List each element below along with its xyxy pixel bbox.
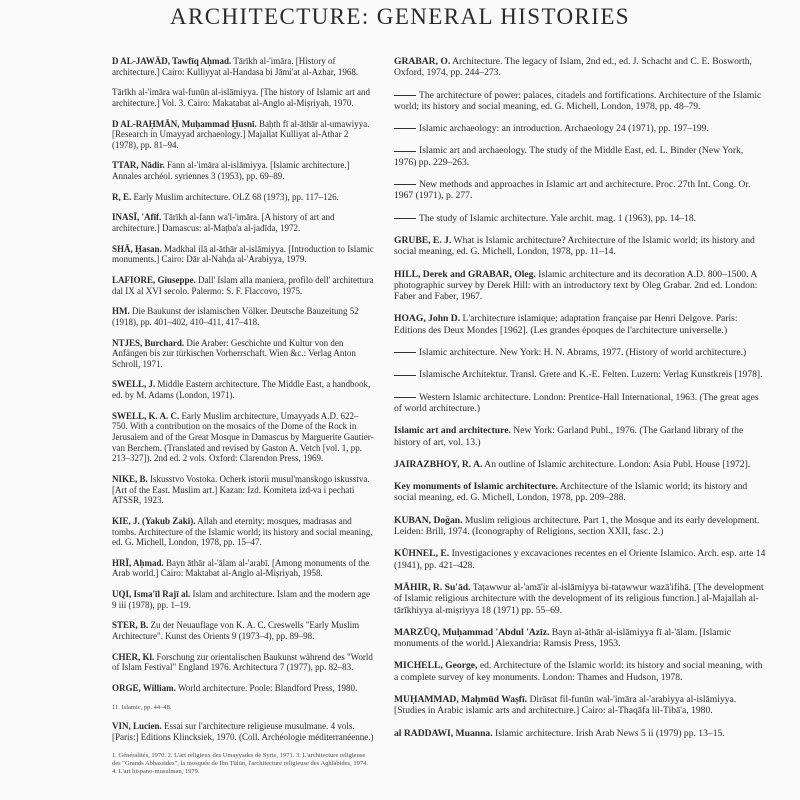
entry-author: D AL-RAḤMĀN, Muḥammad Ḥusnī.: [112, 118, 257, 129]
bibliography-entry: [112, 721, 374, 742]
left-column: [112, 56, 374, 785]
bibliography-entry: [394, 123, 768, 134]
bibliography-entry: [112, 160, 374, 181]
bibliography-entry: [394, 728, 768, 739]
entry-author: VIN, Lucien.: [112, 721, 162, 732]
entry-text: Islamic archaeology: an introduction. Archaeology 24 (1971), pp. 197–199.: [419, 123, 709, 135]
bibliography-entry: [394, 369, 768, 380]
entry-text: Forschung zur orientalischen Baukunst während des "World of Islam Festival" England 1976. Architectura 7 (1977), pp. 82–83.: [112, 651, 373, 673]
entry-text: New York: Garland Publ., 1976. (The Garland library of the history of art, vol. 13.): [394, 425, 744, 448]
bibliography-entry: [112, 558, 374, 579]
bibliography-entry: [394, 145, 768, 168]
entry-text: The study of Islamic architecture. Yale archit. mag. 1 (1963), pp. 14–18.: [419, 212, 697, 224]
entry-text: What is Islamic architecture? Architecture of the Islamic world; its history and social meaning, ed. G. Michell, London, 1978, pp. 11–14.: [394, 234, 755, 258]
entry-text: Architecture of the Islamic world; its history and social meaning, ed. G. Michell, London, 1978, pp. 209–288.: [394, 481, 748, 504]
entry-text: World architecture. Poole: Blandford Press, 1980.: [178, 682, 358, 693]
bibliography-entry: [112, 244, 374, 265]
entry-text: Die Baukunst der islamischen Völker. Deutsche Bauzeitung 52 (1918), pp. 401–402, 410–411, 417–418.: [112, 306, 359, 327]
entry-author: HILL, Derek and GRABAR, Oleg.: [394, 268, 536, 280]
bibliography-entry: [394, 56, 768, 79]
entry-text: Fann al-'imāra al-islāmiyya. [Islamic architecture.] Annales archéol. syriennes 3 (1953), pp. 69–89.: [112, 160, 350, 182]
entry-text: An outline of Islamic architecture. London: Asia Publ. House [1972].: [484, 458, 751, 470]
page-title: ARCHITECTURE: GENERAL HISTORIES: [170, 4, 630, 29]
entry-author: Key monuments of Islamic architecture.: [394, 481, 559, 493]
bibliography-entry: [394, 392, 768, 415]
repeat-author-dash: [394, 95, 416, 96]
repeat-author-dash: [394, 375, 416, 376]
entry-author: HM.: [112, 306, 130, 317]
bibliography-entry: [394, 548, 768, 571]
bibliography-entry: [394, 694, 768, 717]
bibliography-entry: [112, 474, 374, 506]
entry-text: Baḥth fī al-āthār al-umawiyya. [Research in Umayyad archaeology.] Majallat Kulliyat al-Athar 2 (1978), pp. 81–94.: [112, 118, 370, 150]
entry-text: Islam and architecture. Islam and the modern age 9 iii (1978), pp. 1–19.: [112, 589, 370, 610]
bibliography-entry: [112, 212, 374, 233]
entry-text: Essai sur l'architecture religieuse musulmane. 4 vols. [Paris:] Editions Klincksiek, 1970. (Coll. Archéologie méditerranéenne.): [112, 721, 374, 742]
bibliography-entry: [394, 459, 768, 470]
entry-author: INASĪ, 'Afīf.: [112, 212, 162, 223]
entry-text: Madkhal ilā al-āthār al-islāmiyya. [Introduction to Islamic monuments.] Cairo: Dār al-Nahḍa al-'Arabiyya, 1979.: [112, 243, 374, 265]
entry-author: R, E.: [112, 191, 132, 202]
entry-text: Architecture. The legacy of Islam, 2nd ed., ed. J. Schacht and C. E. Bosworth, Oxford, 1974, pp. 244–273.: [394, 56, 752, 79]
entry-author: SWELL, J.: [112, 379, 156, 390]
entry-author: HOAG, John D.: [394, 313, 461, 325]
bibliography-entry: [394, 213, 768, 224]
entry-author: SHĀ, Ḥasan.: [112, 243, 162, 254]
bibliography-entry: [112, 338, 374, 370]
entry-author: MUḤAMMAD, Maḥmūd Waṣfī.: [394, 693, 528, 705]
entry-author: UQI, Isma'īl Rajī al.: [112, 589, 191, 600]
entry-text: Islamische Architektur. Transl. Grete and K.-E. Felten. Luzern: Verlag Kunstkreis [1978].: [419, 369, 763, 381]
entry-text: ed. Architecture of the Islamic world: its history and social meaning, with a complete survey of key monuments. London: Thames and Hudson, 1978.: [394, 660, 763, 683]
bibliography-entry: [112, 192, 374, 203]
entry-text: Bayn al-āthār al-islāmiyya fī al-'ālam. [Islamic monuments of the world.] Alexandria: Ramsis Press, 1953.: [394, 626, 731, 650]
bibliography-entry: [112, 87, 374, 108]
entry-text: Islamic architecture. New York: H. N. Abrams, 1977. (History of world architecture.): [419, 347, 747, 359]
bibliography-entry: [112, 119, 374, 151]
entry-text: Tārīkh al-fann wa'l-'imāra. [A history of art and architecture.] Damascus: al-Maṭba'a al-jadīda, 1972.: [112, 212, 335, 234]
bibliography-entry: [112, 516, 374, 548]
entry-author: al RADDAWI, Muanna.: [394, 727, 493, 739]
bibliography-entry: [112, 683, 374, 694]
entry-author: NTJES, Burchard.: [112, 337, 185, 348]
entry-text: New methods and approaches in Islamic art and architecture. Proc. 27th Int. Cong. Or. 1967 (1971), p. 277.: [394, 179, 751, 202]
entry-text: Allah and eternity: mosques, madrasas and tombs. Architecture of the Islamic world; its history and social meaning, ed. G. Michell, London, 1978, pp. 15–47.: [112, 515, 373, 548]
entry-author: GRUBE, E. J.: [394, 234, 452, 246]
entry-author: KIE, J. (Yakub Zaki).: [112, 515, 196, 526]
entry-text: Die Araber: Geschichte und Kultur von den Anfängen bis zur türkischen Vorherrschaft. Wien &c.: Verlag Anton Schroll, 1971.: [112, 337, 356, 369]
right-column: [394, 56, 768, 750]
bibliography-entry: [394, 90, 768, 113]
entry-text: L'architecture islamique; adaptation française par Henri Delgove. Paris: Editions des Deux Mondes [1962]. (Les grandes époques de l'architecture universelle.): [394, 313, 738, 336]
entry-text: Taṭawwur al-'amā'ir al-islāmiyya bi-taṭawwur wazā'ifihā. [The development of Islamic religious architecture with the development of its religious function.] al-Majallah al-tārīkhiyya al-miṣriyya 18 (1971) pp. 55–69.: [394, 581, 764, 616]
entry-text: The architecture of power: palaces, citadels and fortifications. Architecture of the Islamic world; its history and social meaning, ed. G. Michell, London, 1978, pp. 48–79.: [394, 89, 762, 112]
entry-author: GRABAR, O.: [394, 56, 451, 67]
bibliography-entry: [394, 515, 768, 538]
entry-author: NIKE, B.: [112, 473, 148, 484]
bibliography-entry: [394, 627, 768, 650]
entry-text: 1. Généralités, 1970. 2. L'art religieux des Umayyades de Syrie, 1971. 3. L'architecture religieuse des "Grands Abbassides", la mosquée de Ibn Ṭūlūn, l'architecture religieuse des Aghlabides, 1974. 4. L'art hispano-musulman, 1979.: [112, 752, 368, 775]
bibliography-entry: [112, 411, 374, 464]
bibliography-entry: [394, 269, 768, 303]
bibliography-entry: [394, 235, 768, 258]
entry-text: Bayn āthār al-'ālam al-'arabī. [Among monuments of the Arab world.] Cairo: Maktabat al-Anglo al-Miṣriyah, 1958.: [112, 557, 370, 579]
entry-author: Islamic art and architecture.: [394, 425, 511, 437]
bibliography-entry: [394, 481, 768, 504]
entry-author: MĀHIR, R. Su'ād.: [394, 581, 471, 593]
entry-text: Early Muslim architecture. OLZ 68 (1973), pp. 117–126.: [133, 191, 339, 202]
entry-text: Western Islamic architecture. London: Prentice-Hall International, 1963. (The great ages of world architecture.): [394, 391, 759, 414]
repeat-author-dash: [394, 352, 416, 353]
entry-text: Tārīkh al-'imāra wal-funūn al-islāmiyya. [The history of Islamic art and architecture.] Vol. 3. Cairo: Makatabat al-Anglo al-Miṣriyah, 1970.: [112, 87, 371, 108]
entry-author: KÜHNEL, E.: [394, 548, 450, 560]
bibliography-entry: [112, 752, 374, 775]
bibliography-entry: [112, 56, 374, 77]
entry-author: LAFIORE, Giuseppe.: [112, 274, 196, 285]
entry-text: Investigaciones y excavaciones recentes en el Oriente Islamico. Arch. esp. arte 14 (1941), pp. 421–428.: [394, 548, 766, 571]
bibliography-entry: [112, 379, 374, 400]
bibliography-entry: [112, 589, 374, 610]
bibliography-entry: [112, 652, 374, 673]
bibliography-entry: [112, 704, 374, 712]
entry-text: Early Muslim architecture, Umayyads A.D. 622–750. With a contribution on the mosaics of the Dome of the Rock in Jerusalem and of the Great Mosque in Damascus by Marguerite Gautier-van Berchem. (Translated and revised by Gaston A. Vetch [vol. 1, pp. 213–327]). 2nd ed. 2 vols. Oxford: Clarendon Press, 1969.: [112, 410, 374, 464]
bibliography-entry: [394, 313, 768, 336]
repeat-author-dash: [394, 151, 416, 152]
entry-text: 11. Islamic, pp. 44–48.: [112, 703, 172, 711]
entry-author: SWELL, K. A. C.: [112, 410, 180, 421]
repeat-author-dash: [394, 184, 416, 185]
entry-author: HRĪ, Aḥmad.: [112, 557, 164, 568]
entry-text: Islamic architecture. Irish Arab News 5 ii (1979) pp. 13–15.: [495, 727, 725, 739]
entry-text: Muslim religious architecture. Part 1, the Mosque and its early development. Leiden: Brill, 1974. (Iconography of Religions, section XXII, fasc. 2.): [394, 514, 760, 538]
entry-text: Zu der Neuauflage von K. A. C. Creswells "Early Muslim Architecture". Kunst des Orients 9 (1973–4), pp. 89–98.: [112, 620, 360, 641]
bibliography-entry: [112, 275, 374, 296]
entry-author: JAIRAZBHOY, R. A.: [394, 458, 483, 470]
bibliography-entry: [394, 582, 768, 616]
entry-author: MICHELL, George,: [394, 660, 478, 672]
entry-text: Dall' Islam alla maniera, profilo dell' architettura dal IX al XVI secolo. Palermo: S. F. Flaccovo, 1975.: [112, 274, 374, 296]
entry-author: CHER, Kl.: [112, 651, 155, 662]
bibliography-entry: [394, 179, 768, 202]
entry-text: Iskusstvo Vostoka. Ocherk istorii musul'manskogo iskusstva. [Art of the East. Muslim art.] Kazan: Izd. Komiteta izd-va i pechati ATSSR, 1923.: [112, 473, 370, 506]
entry-text: Islamic art and archaeology. The study of the Middle East, ed. L. Binder (New York, 1976) pp. 229–263.: [394, 145, 744, 168]
repeat-author-dash: [394, 218, 416, 219]
entry-text: Islamic architecture and its decoration A.D. 800–1500. A photographic survey by Derek Hill: with an introductory text by Oleg Grabar. 2nd ed. London: Faber and Faber, 1967.: [394, 268, 758, 303]
bibliography-entry: [112, 620, 374, 641]
entry-author: MARZŪQ, Muḥammad 'Abdul 'Azīz.: [394, 626, 550, 638]
entry-author: KUBAN, Doğan.: [394, 514, 463, 526]
repeat-author-dash: [394, 128, 416, 129]
entry-author: ORGE, William.: [112, 682, 176, 693]
repeat-author-dash: [394, 397, 416, 398]
bibliography-entry: [112, 306, 374, 327]
bibliography-entry: [394, 425, 768, 448]
bibliography-entry: [394, 660, 768, 683]
entry-text: Middle Eastern architecture. The Middle East, a handbook, ed. by M. Adams (London, 1971).: [112, 379, 371, 401]
entry-author: D AL-JAWĀD, Tawfīq Aḥmad.: [112, 56, 232, 66]
entry-text: Tārīkh al-'imāra. [History of architecture.] Cairo: Kulliyyat al-Handasa bi Jāmi'at al-Azhar, 1968.: [112, 56, 359, 77]
bibliography-entry: [394, 347, 768, 358]
entry-author: TTAR, Nādir.: [112, 160, 165, 171]
entry-author: STER, B.: [112, 620, 149, 631]
entry-text: Dirāsat fil-funūn wal-'imāra al-'arabiyya al-islāmiyya. [Studies in Arabic islamic arts and architecture.] Cairo: al-Thaqāfa lil-Tibā'a, 1980.: [394, 693, 737, 717]
